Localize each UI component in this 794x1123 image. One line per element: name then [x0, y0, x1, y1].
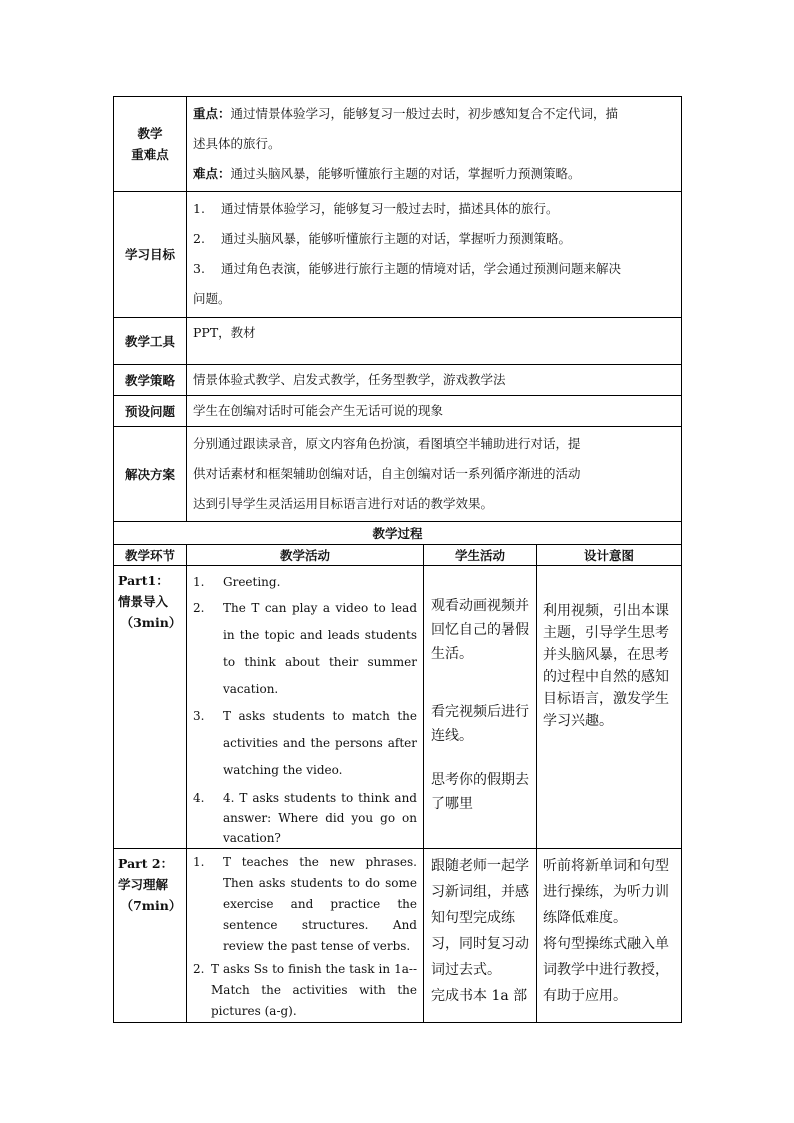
part1-student: 观看动画视频并回忆自己的暑假生活。 看完视频后进行连线。 思考你的假期去了哪里	[424, 566, 537, 849]
activity-item: 2. T asks Ss to finish the task in 1a--Match the activities with the pictures (a-g).	[193, 962, 417, 1018]
strategy-content: 情景体验式教学、启发式教学，任务型教学，游戏教学法	[187, 365, 682, 396]
header-student: 学生活动	[424, 545, 537, 566]
label-strategy: 教学策略	[114, 365, 187, 396]
row-strategy	[114, 365, 682, 396]
part2-student: 跟随老师一起学习新词组，并感知句型完成练习，同时复习动词过去式。 完成书本 1a 部	[424, 849, 537, 1023]
part1-label: Part1： 情景导入 （3min）	[114, 566, 187, 849]
label-key-points: 教学 重难点	[114, 97, 187, 192]
part2-intent: 听前将新单词和句型进行操练，为听力训练降低难度。 将句型操练式融入单词教学中进行教授，有助于应用。	[537, 849, 682, 1023]
emphasis-text: 通过情景体验学习，能够复习一般过去时，初步感知复合不定代词，描	[230, 106, 619, 121]
header-activity: 教学活动	[187, 545, 424, 566]
label-issues: 预设问题	[114, 396, 187, 427]
part2-label: Part 2： 学习理解 （7min）	[114, 849, 187, 1023]
row-objectives	[114, 192, 682, 318]
objectives-content	[187, 192, 682, 318]
row-part1	[114, 566, 682, 849]
process-title: 教学过程	[114, 522, 682, 545]
row-process-title	[114, 522, 682, 545]
activity-item: 3. T asks students to match the activities and the persons after watching the video.	[193, 709, 417, 777]
key-points-content	[187, 97, 682, 192]
header-intent: 设计意图	[537, 545, 682, 566]
tools-content: PPT，教材	[187, 318, 682, 365]
issues-content: 学生在创编对话时可能会产生无话可说的现象	[187, 396, 682, 427]
part2-activities	[187, 849, 424, 1023]
activity-item: 1. Greeting.	[193, 575, 281, 589]
activity-item: 2. The T can play a video to lead in the topic and leads students to think about their summer vacation.	[193, 601, 417, 696]
row-key-points	[114, 97, 682, 192]
solutions-content: 分别通过跟读录音，原文内容角色扮演，看图填空半辅助进行对话，提 供对话素材和框架辅助创编对话，自主创编对话一系列循序渐进的活动 达到引导学生灵活运用目标语言进行对话的教学效果。	[187, 427, 682, 522]
difficulty-label: 难点：	[193, 166, 231, 181]
part1-activities	[187, 566, 424, 849]
objective-item-cont: 问题。	[193, 291, 231, 306]
label-solutions: 解决方案	[114, 427, 187, 522]
activity-item: 4. 4. T asks students to think and answer: Where did you go on vacation?	[193, 791, 417, 845]
objective-item: 2. 通过头脑风暴，能够听懂旅行主题的对话，掌握听力预测策略。	[193, 231, 572, 246]
header-stage: 教学环节	[114, 545, 187, 566]
row-tools	[114, 318, 682, 365]
row-process-headers	[114, 545, 682, 566]
emphasis-text-cont: 述具体的旅行。	[193, 136, 281, 151]
emphasis-label: 重点：	[193, 106, 231, 121]
row-part2	[114, 849, 682, 1023]
activity-item: 1. T teaches the new phrases. Then asks students to do some exercise and practice the sentence structures. And review the past tense of verbs.	[193, 855, 417, 953]
difficulty-text: 通过头脑风暴，能够听懂旅行主题的对话，掌握听力预测策略。	[230, 166, 581, 181]
row-solutions	[114, 427, 682, 522]
part1-intent: 利用视频，引出本课主题，引导学生思考并头脑风暴，在思考的过程中自然的感知目标语言，激发学生学习兴趣。	[537, 566, 682, 849]
objective-item: 3. 通过角色表演，能够进行旅行主题的情境对话，学会通过预测问题来解决	[193, 261, 622, 276]
label-objectives: 学习目标	[114, 192, 187, 318]
label-tools: 教学工具	[114, 318, 187, 365]
lesson-plan-table	[113, 96, 682, 1023]
objective-item: 1. 通过情景体验学习，能够复习一般过去时，描述具体的旅行。	[193, 201, 559, 216]
row-issues	[114, 396, 682, 427]
